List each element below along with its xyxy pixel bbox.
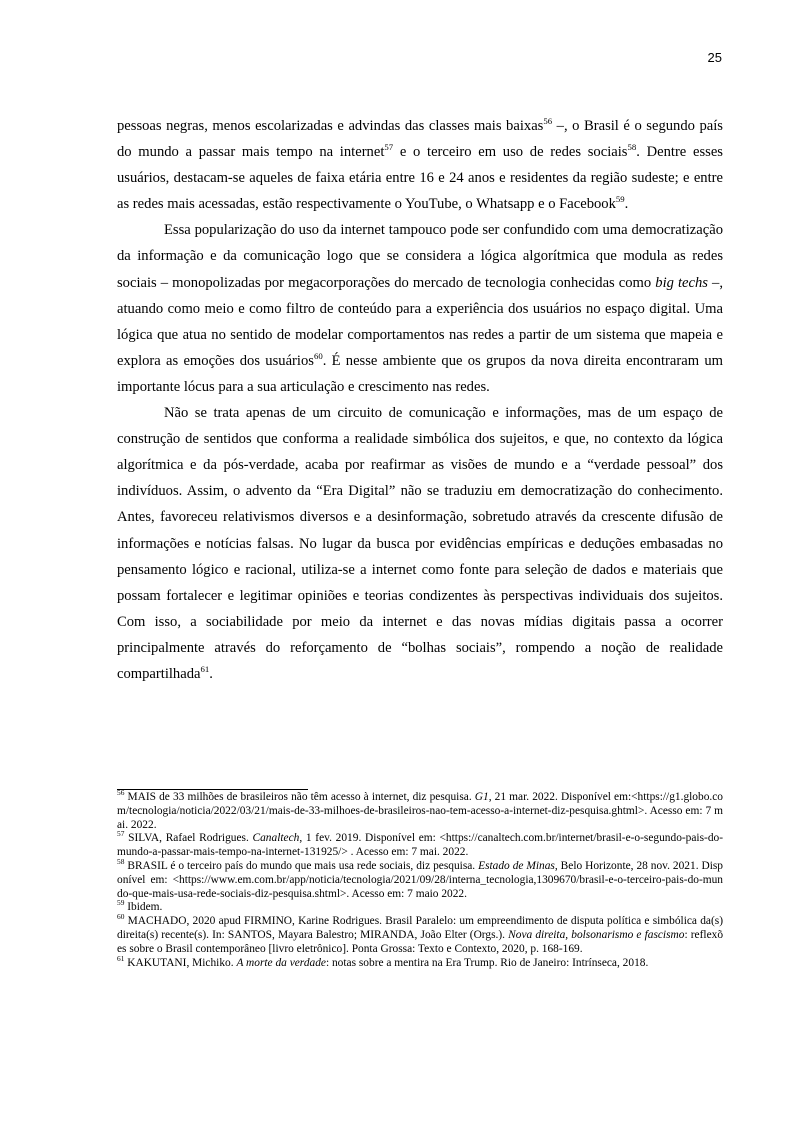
text-run: SILVA, Rafael Rodrigues. xyxy=(124,832,253,845)
emphasis: Canaltech xyxy=(252,832,300,845)
emphasis: G1 xyxy=(474,791,489,803)
emphasis: A morte da verdade xyxy=(236,956,326,969)
footnote-number: 60 xyxy=(117,912,125,922)
text-run: . xyxy=(209,665,213,682)
footnote-56 xyxy=(117,788,723,832)
text-run: , Belo Horizonte, 28 nov. 2021. Disponível em: <https://www.em.com.br/app/noticia/tecnologia/2021/09/28/interna_tecnologia,1309670/brasil-e-o-terceiro-pais-do-mundo-que-mais-usa-rede-sociais-diz-pesquisa.shtml>. Acesso em: 7 maio 2022. xyxy=(117,859,724,900)
footnote-ref-61[interactable]: 61 xyxy=(200,664,210,675)
text-run: . É nesse ambiente que os grupos da nova direita encontraram um importante lócus para a sua articulação e crescimento nas redes. xyxy=(117,352,723,395)
text-run: : reflexões sobre o Brasil contemporâneo [livro eletrônico]. Ponta Grossa: Texto e Contexto, 2020, p. 168-169. xyxy=(117,928,724,955)
footnote-separator xyxy=(117,789,308,790)
text-run: –, atuando como meio e como filtro de conteúdo para a experiência dos usuários no espaço digital. Uma lógica que atua no sentido de modelar comportamentos nas redes a partir de um sistema que mapeia e explora as emoções dos usuários xyxy=(117,274,723,369)
page-number: 25 xyxy=(707,50,722,65)
paragraph-2 xyxy=(117,217,723,400)
footnote-number: 59 xyxy=(117,898,125,908)
text-run: e o terceiro em uso de redes sociais xyxy=(393,144,628,161)
footnote-ref-59[interactable]: 59 xyxy=(615,194,625,205)
footnote-ref-57[interactable]: 57 xyxy=(384,142,394,153)
footnote-61 xyxy=(117,953,723,971)
footnote-number: 61 xyxy=(117,953,125,963)
footnote-number: 57 xyxy=(117,829,125,839)
text-run: KAKUTANI, Michiko. xyxy=(124,956,237,969)
text-run: –, o Brasil é o segundo país do mundo a passar mais tempo na internet xyxy=(117,118,723,161)
footnote-number: 56 xyxy=(117,788,125,798)
text-run: Essa popularização do uso da internet tampouco pode ser confundido com uma democratização da informação e da comunicação logo que se considera a lógica algorítmica que modula as redes sociais – monopolizadas por megacorporações do mercado de tecnologia conhecidas como xyxy=(117,222,723,291)
emphasis: big techs xyxy=(655,274,708,291)
text-run: pessoas negras, menos escolarizadas e advindas das classes mais baixas xyxy=(117,118,544,134)
text-run: Ibidem. xyxy=(124,901,163,914)
body-text xyxy=(117,113,723,687)
text-run: BRASIL é o terceiro país do mundo que mais usa rede sociais, diz pesquisa. xyxy=(124,859,479,872)
paragraph-3 xyxy=(117,400,723,687)
text-run: . Dentre esses usuários, destacam-se aqueles de faixa etária entre 16 e 24 anos e residentes da região sudeste; e entre as redes mais acessadas, estão respectivamente o YouTube, o Whatsapp e o Facebook xyxy=(117,144,723,213)
emphasis: Nova direita, bolsonarismo e fascismo xyxy=(508,928,685,941)
footnote-ref-56[interactable]: 56 xyxy=(543,116,553,127)
text-run: Não se trata apenas de um circuito de comunicação e informações, mas de um espaço de construção de sentidos que conforma a realidade simbólica dos sujeitos, e que, no contexto da lógica algorítmica e da pós-verdade, acaba por reafirmar as visões de mundo e a “verdade pessoal” dos indivíduos. Assim, o advento da “Era Digital” não se traduziu em democratização do conhecimento. Antes, favoreceu relativismos diversos e a desinformação, sobretudo através da crescente difusão de informações e notícias falsas. No lugar da busca por evidências empíricas e deduções embasadas no pensamento lógico e racional, utiliza-se a internet como fonte para seleção de dados e materiais que possam fortalecer e legitimar opiniões e teorias condizentes às perspectivas individuais dos sujeitos. Com isso, a sociabilidade por meio da internet e das novas mídias digitais passa a ocorrer principalmente através do reforçamento de “bolhas sociais”, rompendo a noção de realidade compartilhada xyxy=(117,405,723,682)
text-run: . xyxy=(624,196,629,213)
paragraph-1 xyxy=(117,113,723,217)
footnote-59 xyxy=(117,898,723,915)
emphasis: Estado de Minas xyxy=(478,859,555,872)
text-run: MACHADO, 2020 apud FIRMINO, Karine Rodrigues. Brasil Paralelo: um empreendimento de disputa política e simbólica da(s) direita(s) recente(s). In: SANTOS, Mayara Balestro; MIRANDA, João Elter (Orgs.). xyxy=(117,915,723,941)
footnote-58 xyxy=(117,857,724,901)
text-run: : notas sobre a mentira na Era Trump. Rio de Janeiro: Intrínseca, 2018. xyxy=(325,956,649,969)
footnote-60 xyxy=(117,912,724,956)
footnote-ref-60[interactable]: 60 xyxy=(313,350,323,361)
footnotes xyxy=(117,788,724,970)
footnote-57 xyxy=(117,829,724,860)
text-run: , 1 fev. 2019. Disponível em: <https://canaltech.com.br/internet/brasil-e-o-segundo-pais-do-mundo-a-passar-mais-tempo-na-internet-131925/> . Acesso em: 7 mai. 2022. xyxy=(117,832,724,859)
footnote-number: 58 xyxy=(117,857,125,867)
footnote-ref-58[interactable]: 58 xyxy=(627,142,637,153)
text-run: , 21 mar. 2022. Disponível em:<https://g1.globo.com/tecnologia/noticia/2022/03/21/mais-de-33-milhoes-de-brasileiros-nao-tem-acesso-a-internet-diz-pesquisa.ghtml>. Acesso em: 7 mai. 2022. xyxy=(117,791,723,831)
text-run: MAIS de 33 milhões de brasileiros não têm acesso à internet, diz pesquisa. xyxy=(124,791,475,803)
